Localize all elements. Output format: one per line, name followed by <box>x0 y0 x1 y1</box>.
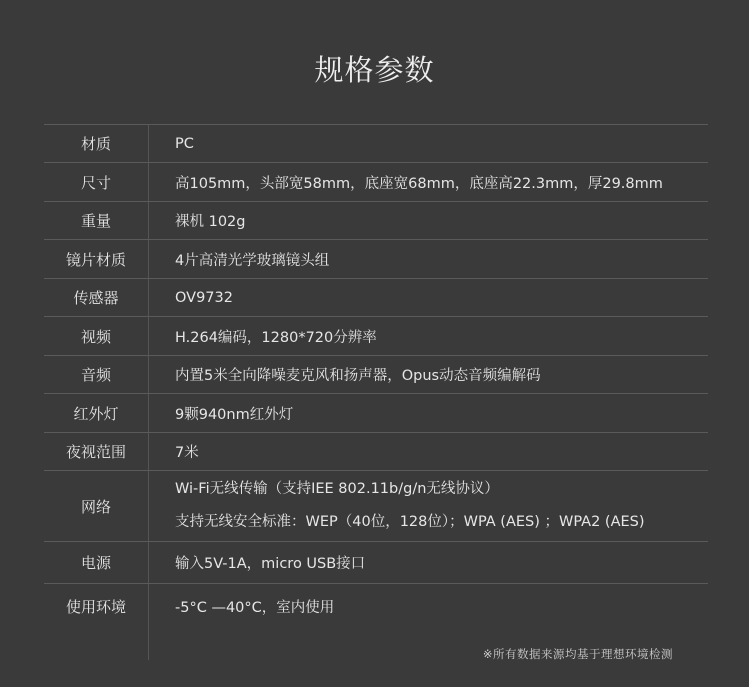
spec-row-video <box>44 317 708 356</box>
spec-value: OV9732 <box>175 289 233 306</box>
spec-value: -5°C —40°C，室内使用 <box>175 599 335 616</box>
footnote: ※所有数据来源均基于理想环境检测 <box>482 647 673 661</box>
spec-label: 红外灯 <box>73 404 119 423</box>
spec-row-infrared <box>44 394 708 433</box>
spec-row-night-vision <box>44 433 708 471</box>
spec-label: 夜视范围 <box>65 443 126 461</box>
spec-value: 裸机 102g <box>175 214 246 230</box>
spec-value: 7米 <box>175 445 199 461</box>
spec-value <box>148 473 645 539</box>
spec-label: 视频 <box>80 327 111 346</box>
spec-label: 镜片材质 <box>65 250 126 269</box>
spec-table <box>44 124 708 628</box>
spec-value: 高105mm，头部宽58mm，底座宽68mm，底座高22.3mm，厚29.8mm <box>175 175 663 192</box>
spec-label: 网络 <box>80 497 111 516</box>
spec-label: 电源 <box>80 554 111 572</box>
spec-label: 音频 <box>80 366 111 384</box>
spec-row-audio <box>44 356 708 394</box>
spec-value: 内置5米全向降噪麦克风和扬声器，Opus动态音频编解码 <box>175 368 541 384</box>
page-title: 规格参数 <box>314 53 435 87</box>
spec-label: 材质 <box>80 135 111 153</box>
spec-value: 4片高清光学玻璃镜头组 <box>175 252 330 269</box>
spec-label: 尺寸 <box>80 173 111 192</box>
spec-label: 传感器 <box>73 289 119 307</box>
spec-value: 输入5V-1A，micro USB接口 <box>175 556 366 572</box>
spec-row-weight <box>44 202 708 240</box>
spec-row-lens <box>44 240 708 279</box>
spec-row-network <box>44 471 708 542</box>
spec-label: 使用环境 <box>65 597 126 616</box>
spec-label: 重量 <box>80 212 111 230</box>
spec-value-line: Wi-Fi无线传输（支持IEE 802.11b/g/n无线协议） <box>175 481 499 497</box>
spec-row-sensor <box>44 279 708 317</box>
spec-row-size <box>44 163 708 202</box>
spec-value-line: 支持无线安全标准：WEP（40位，128位）；WPA (AES) ；WPA2 (AES) <box>175 514 645 530</box>
spec-row-environment <box>44 584 708 628</box>
spec-row-power <box>44 542 708 584</box>
spec-value: PC <box>175 135 194 152</box>
spec-row-material <box>44 125 708 163</box>
spec-value: H.264编码，1280*720分辨率 <box>175 329 377 346</box>
spec-value: 9颗940nm红外灯 <box>175 406 294 423</box>
